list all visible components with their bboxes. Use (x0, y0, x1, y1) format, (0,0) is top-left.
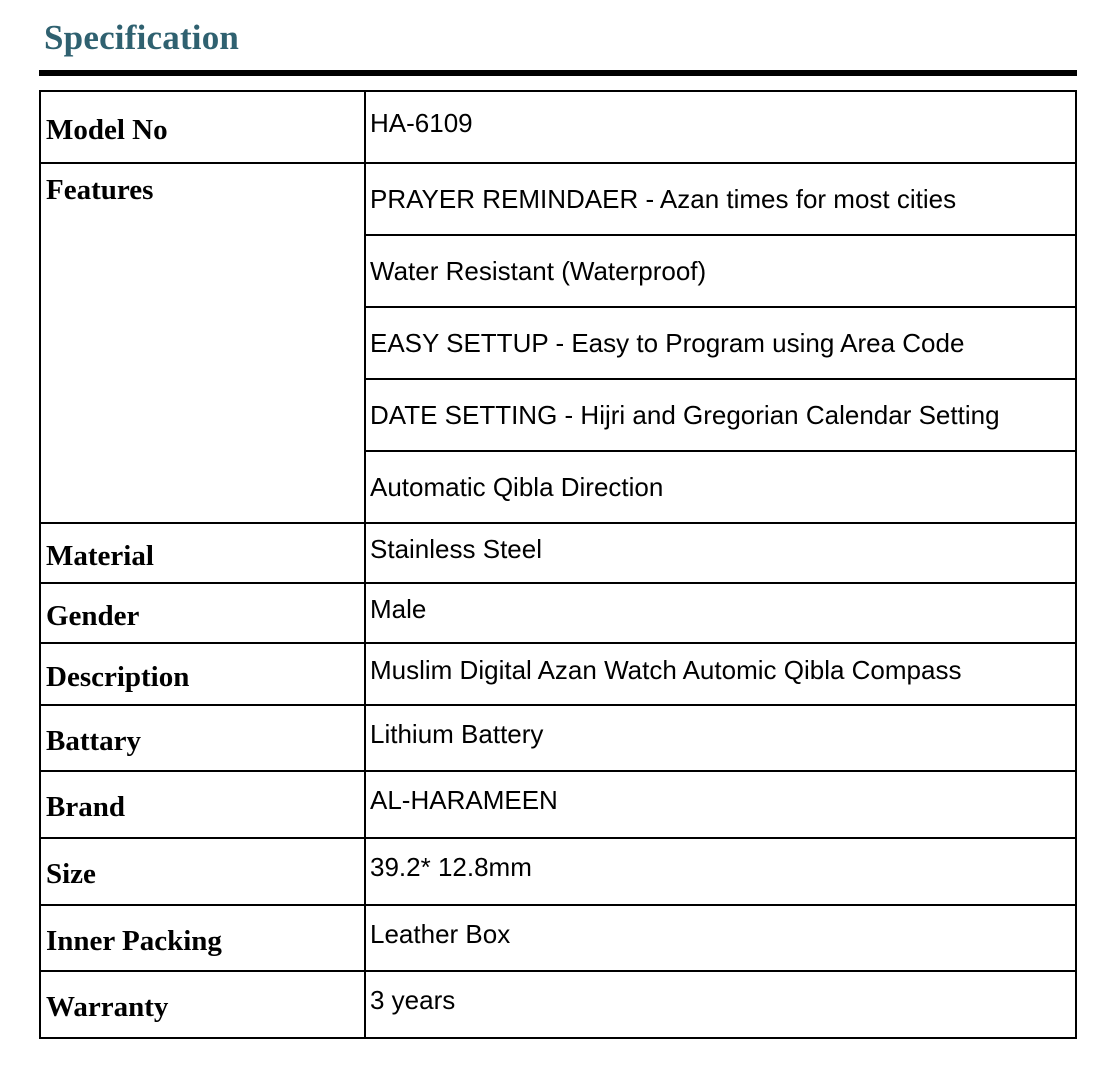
table-row (40, 91, 1076, 163)
table-row (40, 523, 1076, 583)
spec-value-material: Stainless Steel (365, 523, 1076, 583)
spec-value-feature: Automatic Qibla Direction (365, 451, 1076, 523)
table-row (40, 643, 1076, 705)
spec-value-brand: AL-HARAMEEN (365, 771, 1076, 838)
spec-label-material: Material (40, 523, 365, 583)
title-divider (39, 70, 1077, 76)
spec-value-feature: PRAYER REMINDAER - Azan times for most cities (365, 163, 1076, 235)
spec-label-brand: Brand (40, 771, 365, 838)
page-title: Specification (44, 18, 240, 57)
spec-value-model-no: HA-6109 (365, 91, 1076, 163)
spec-value-feature: Water Resistant (Waterproof) (365, 235, 1076, 307)
spec-value-description: Muslim Digital Azan Watch Automic Qibla Compass (365, 643, 1076, 705)
spec-label-model-no: Model No (40, 91, 365, 163)
spec-value-feature: EASY SETTUP - Easy to Program using Area Code (365, 307, 1076, 379)
spec-label-description: Description (40, 643, 365, 705)
spec-value-warranty: 3 years (365, 971, 1076, 1038)
spec-value-size: 39.2* 12.8mm (365, 838, 1076, 905)
table-row (40, 905, 1076, 971)
spec-value-feature: DATE SETTING - Hijri and Gregorian Calendar Setting (365, 379, 1076, 451)
spec-value-gender: Male (365, 583, 1076, 643)
table-row (40, 705, 1076, 771)
table-row (40, 771, 1076, 838)
spec-label-inner-packing: Inner Packing (40, 905, 365, 971)
spec-label-battary: Battary (40, 705, 365, 771)
spec-label-warranty: Warranty (40, 971, 365, 1038)
table-row (40, 163, 1076, 235)
spec-label-size: Size (40, 838, 365, 905)
spec-label-features: Features (40, 163, 365, 523)
spec-value-battary: Lithium Battery (365, 705, 1076, 771)
table-row (40, 583, 1076, 643)
table-row (40, 838, 1076, 905)
table-row (40, 971, 1076, 1038)
specification-table (39, 90, 1077, 1039)
spec-value-inner-packing: Leather Box (365, 905, 1076, 971)
spec-label-gender: Gender (40, 583, 365, 643)
